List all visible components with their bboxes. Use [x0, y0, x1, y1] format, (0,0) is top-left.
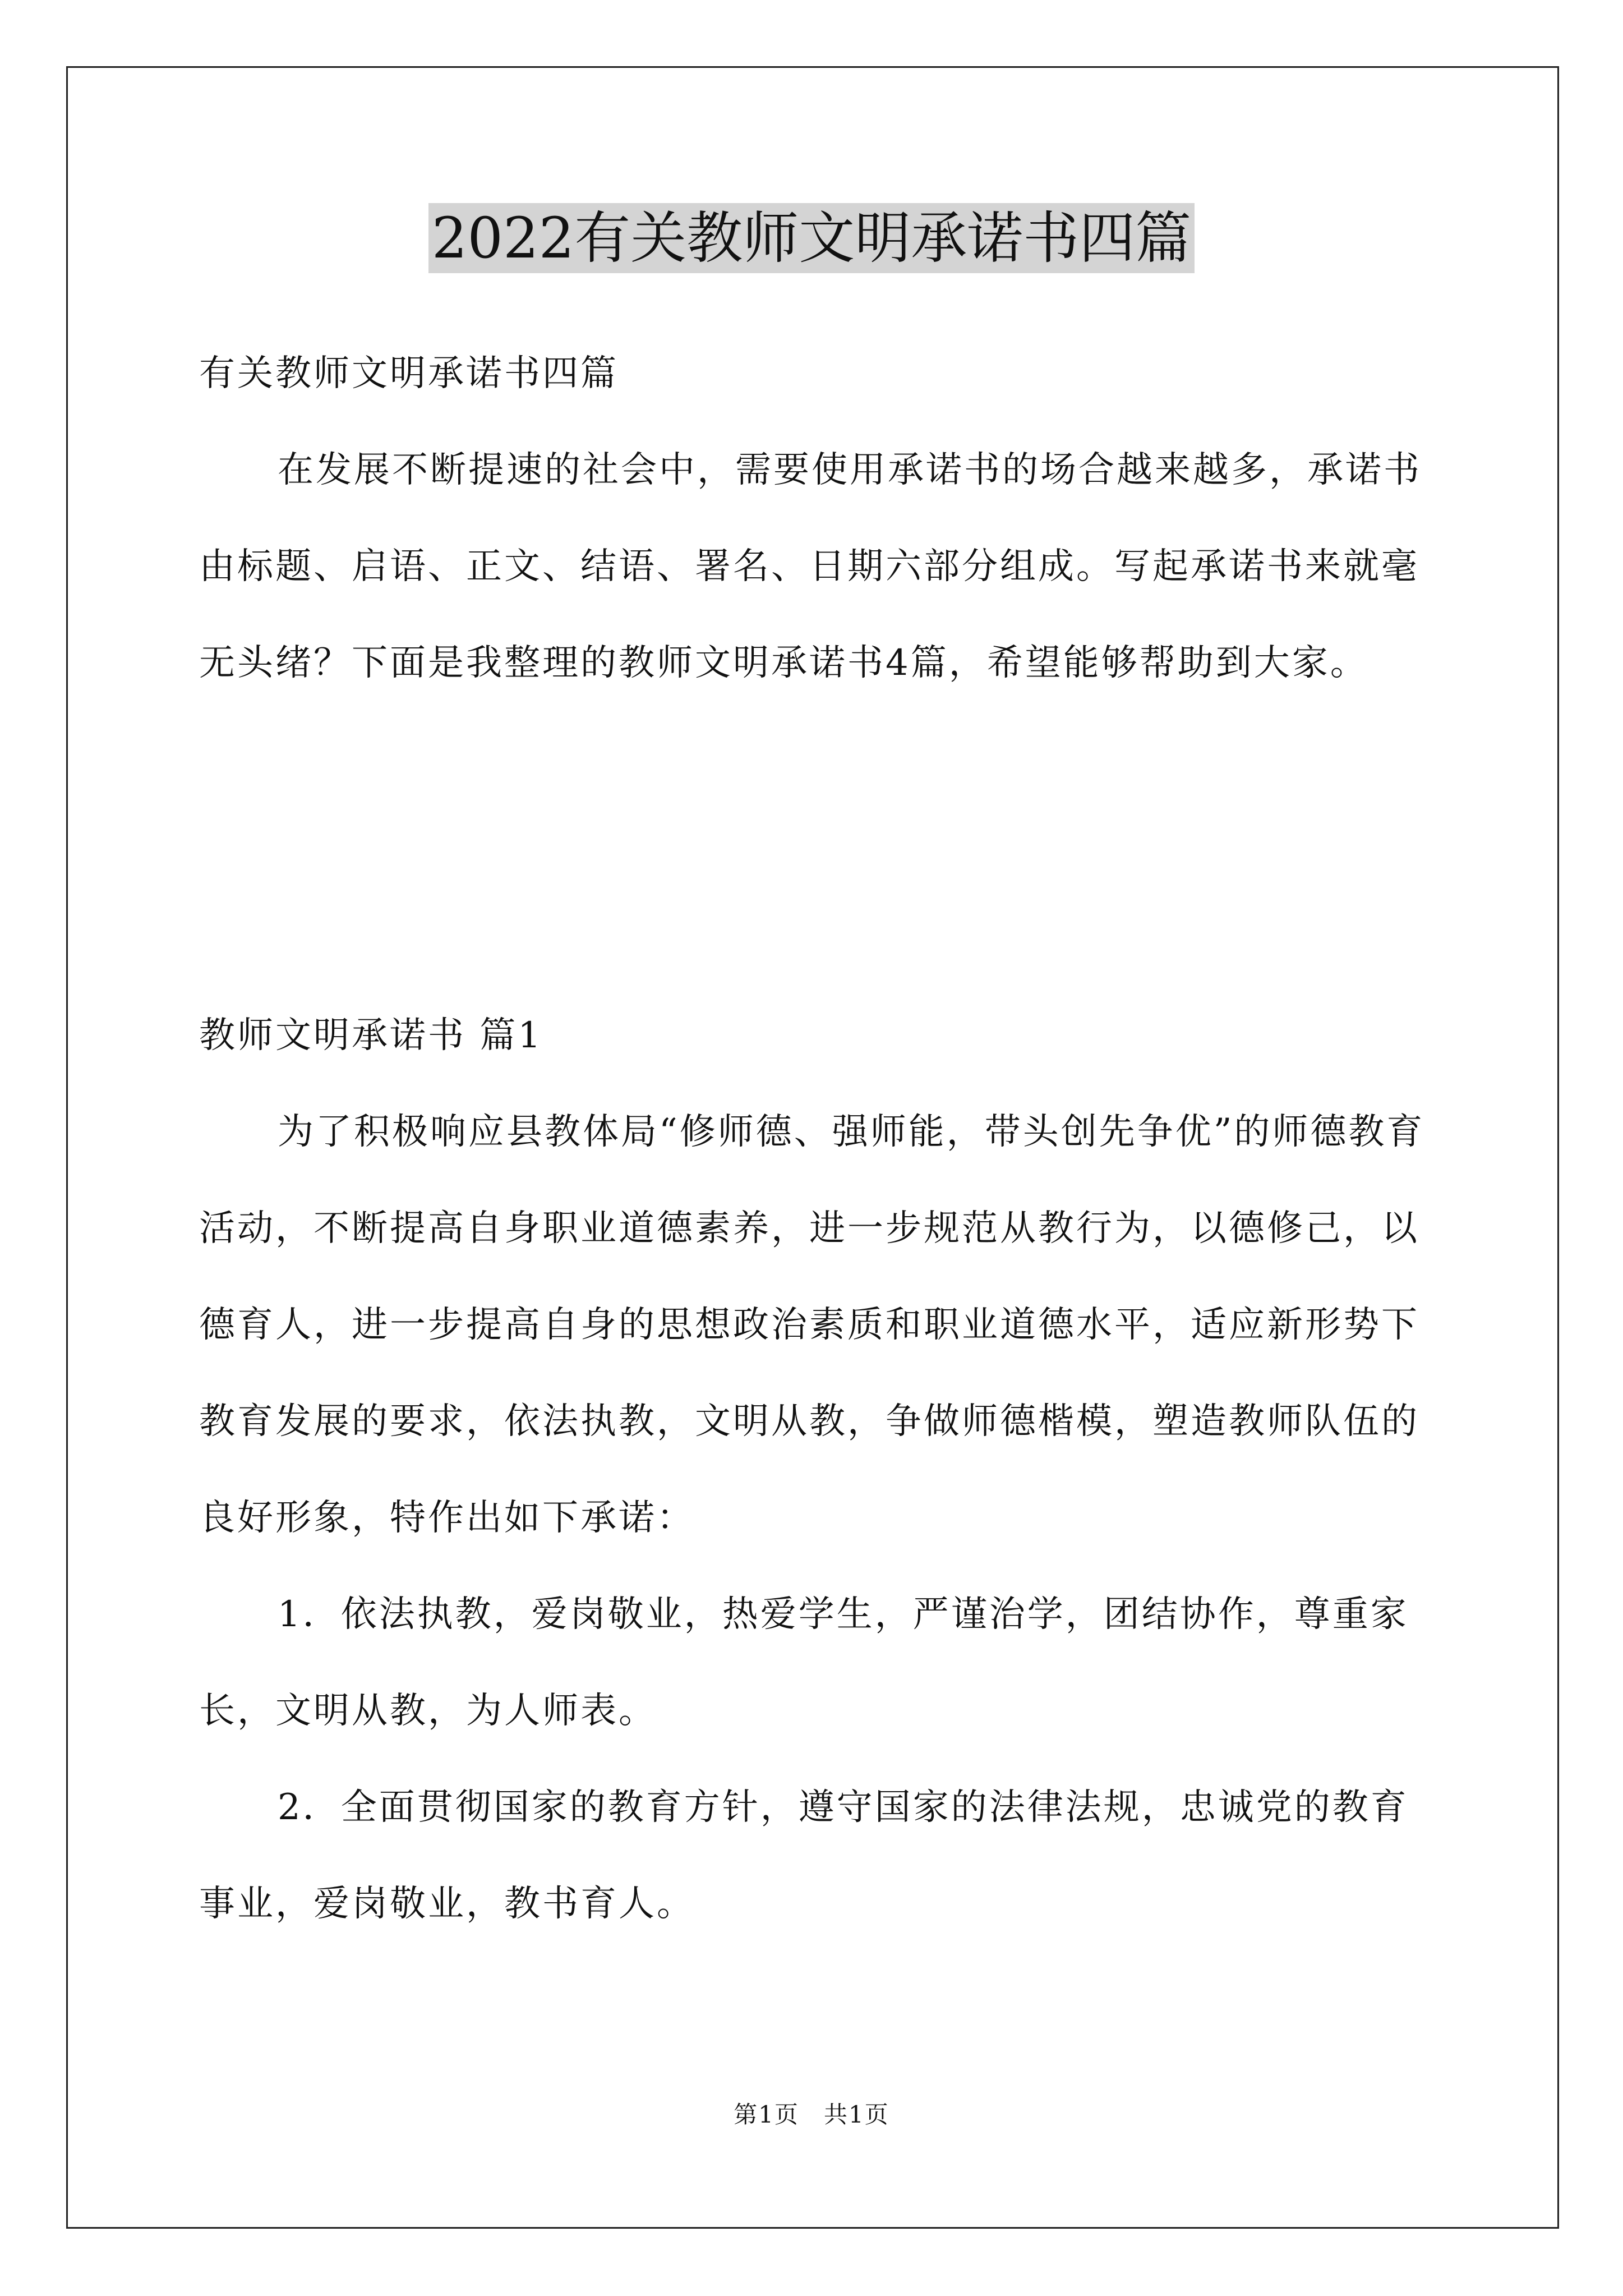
section-1-heading: 教师文明承诺书 篇1: [199, 1015, 543, 1056]
section-1-item-2: 2．全面贯彻国家的教育方针，遵守国家的法律法规，忠诚党的教育事业，爱岗敬业，教书育人。: [199, 1787, 1409, 1925]
subtitle: 有关教师文明承诺书四篇: [199, 353, 619, 394]
intro-paragraph: 在发展不断提速的社会中，需要使用承诺书的场合越来越多，承诺书由标题、启语、正文、结语、署名、日期六部分组成。写起承诺书来就毫无头绪？下面是我整理的教师文明承诺书4篇，希望能够帮助到大家。: [199, 449, 1422, 684]
document-title-text: 2022有关教师文明承诺书四篇: [428, 203, 1195, 273]
document-title: [0, 199, 1623, 278]
section-1-item-1: 1．依法执教，爱岗敬业，热爱学生，严谨治学，团结协作，尊重家长，文明从教，为人师表。: [199, 1594, 1409, 1732]
document-body: [199, 325, 1438, 711]
page-footer: 第1页 共1页: [734, 2101, 889, 2128]
section-1: [199, 987, 1438, 1952]
section-1-paragraph: 为了积极响应县教体局“修师德、强师能，带头创先争优”的师德教育活动，不断提高自身职业道德素养，进一步规范从教行为，以德修己，以德育人，进一步提高自身的思想政治素质和职业道德水平，适应新形势下教育发展的要求，依法执教，文明从教，争做师德楷模，塑造教师队伍的良好形象，特作出如下承诺：: [199, 1111, 1425, 1539]
